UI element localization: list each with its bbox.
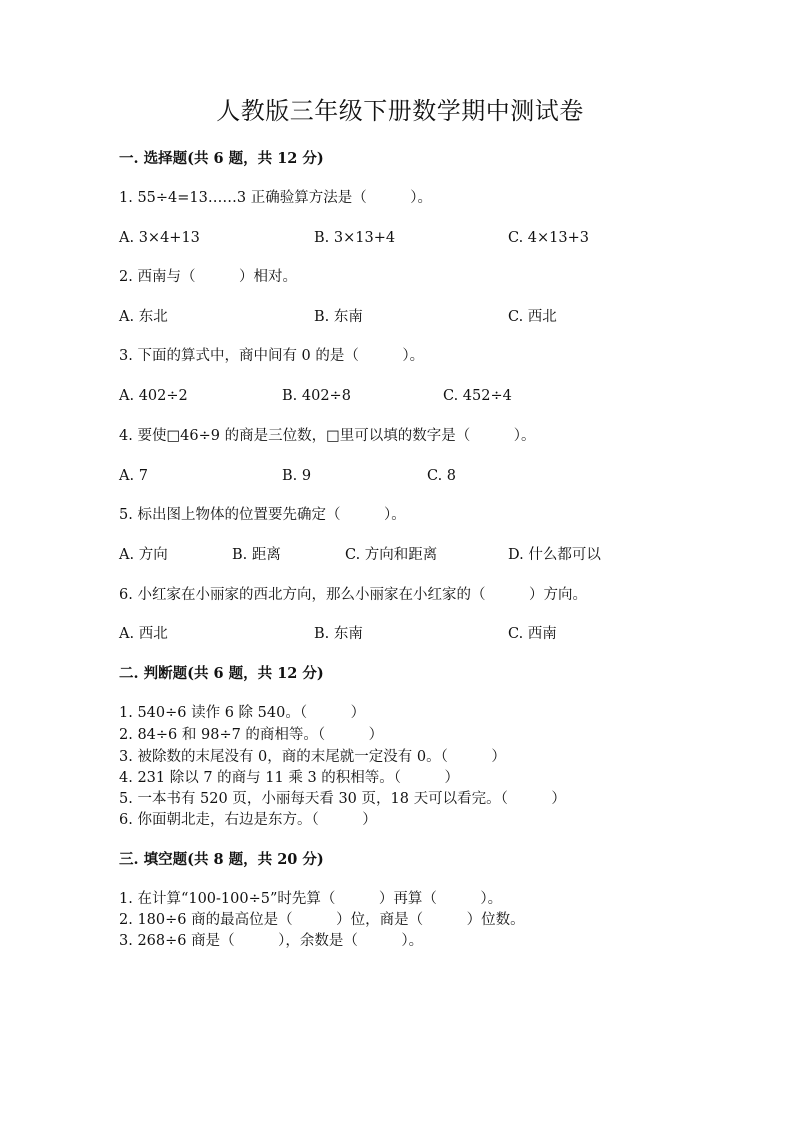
choice-q2-option-b: B. 东南 [314, 309, 363, 325]
choice-question-1: 1. 55÷4=13……3 正确验算方法是（ ）。 [119, 190, 432, 206]
fill-item-1: 1. 在计算“100-100÷5”时先算（ ）再算（ ）。 [119, 891, 503, 907]
choice-q5-option-c: C. 方向和距离 [345, 547, 438, 563]
choice-q6-option-b: B. 东南 [314, 626, 363, 642]
choice-question-2: 2. 西南与（ ）相对。 [119, 269, 297, 285]
choice-q4-option-b: B. 9 [282, 468, 312, 484]
choice-q5-option-a: A. 方向 [119, 547, 168, 563]
judge-item-6: 6. 你面朝北走，右边是东方。（ ） [119, 812, 377, 828]
judge-item-2: 2. 84÷6 和 98÷7 的商相等。（ ） [119, 727, 384, 743]
choice-q3-option-c: C. 452÷4 [443, 388, 512, 404]
page-title: 人教版三年级下册数学期中测试卷 [216, 97, 584, 125]
judge-item-1: 1. 540÷6 读作 6 除 540。（ ） [119, 705, 366, 721]
judge-item-5: 5. 一本书有 520 页，小丽每天看 30 页，18 天可以看完。（ ） [119, 791, 566, 807]
choice-question-4: 4. 要使□46÷9 的商是三位数，□里可以填的数字是（ ）。 [119, 428, 536, 444]
choice-q4-option-a: A. 7 [119, 468, 148, 484]
choice-q1-option-b: B. 3×13+4 [314, 230, 396, 246]
choice-q6-option-c: C. 西南 [508, 626, 557, 642]
choice-q2-option-c: C. 西北 [508, 309, 557, 325]
choice-question-5: 5. 标出图上物体的位置要先确定（ ）。 [119, 507, 406, 523]
choice-q5-option-b: B. 距离 [232, 547, 281, 563]
fill-item-3: 3. 268÷6 商是（ ），余数是（ ）。 [119, 933, 424, 949]
choice-q1-option-c: C. 4×13+3 [508, 230, 589, 246]
section-heading-fill: 三. 填空题(共 8 题，共 20 分) [119, 851, 324, 868]
choice-q2-option-a: A. 东北 [119, 309, 168, 325]
choice-q3-option-a: A. 402÷2 [119, 388, 188, 404]
choice-q4-option-c: C. 8 [427, 468, 457, 484]
choice-q1-option-a: A. 3×4+13 [119, 230, 200, 246]
choice-question-3: 3. 下面的算式中，商中间有 0 的是（ ）。 [119, 348, 425, 364]
section-heading-choice: 一. 选择题(共 6 题，共 12 分) [119, 150, 324, 167]
choice-q5-option-d: D. 什么都可以 [508, 547, 601, 563]
judge-item-3: 3. 被除数的末尾没有 0，商的末尾就一定没有 0。（ ） [119, 749, 506, 765]
section-heading-judge: 二. 判断题(共 6 题，共 12 分) [119, 665, 324, 682]
choice-q3-option-b: B. 402÷8 [282, 388, 351, 404]
choice-q6-option-a: A. 西北 [119, 626, 168, 642]
fill-item-2: 2. 180÷6 商的最高位是（ ）位，商是（ ）位数。 [119, 912, 525, 928]
choice-question-6: 6. 小红家在小丽家的西北方向，那么小丽家在小红家的（ ）方向。 [119, 587, 587, 603]
judge-item-4: 4. 231 除以 7 的商与 11 乘 3 的积相等。（ ） [119, 770, 460, 786]
